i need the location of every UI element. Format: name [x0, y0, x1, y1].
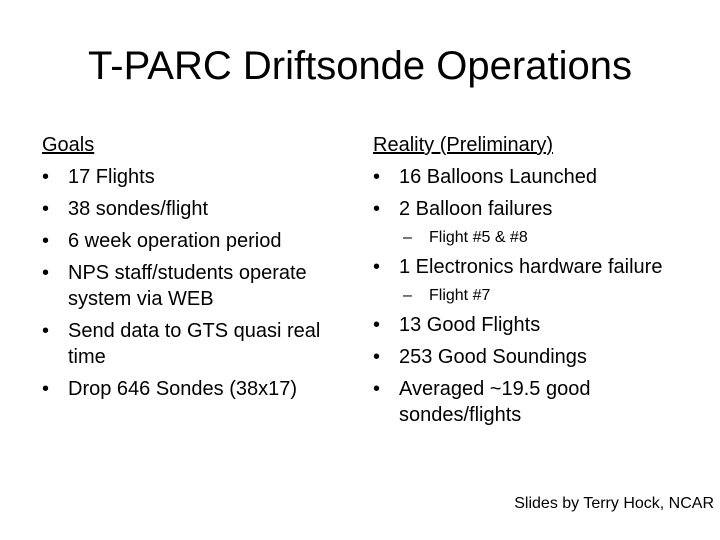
reality-subitem	[373, 228, 703, 248]
goal-item	[42, 376, 362, 402]
reality-heading: Reality (Preliminary)	[373, 134, 554, 156]
reality-item	[373, 312, 703, 338]
reality-item-text: 2 Balloon failures	[399, 198, 553, 220]
goal-item-text: 38 sondes/flight	[68, 198, 209, 220]
goal-item	[42, 228, 362, 254]
dash-icon: –	[403, 229, 412, 246]
reality-subitem-text: Flight #7	[429, 287, 491, 304]
goals-column	[42, 132, 362, 402]
reality-item	[373, 164, 703, 190]
reality-item	[373, 344, 703, 370]
reality-item	[373, 254, 703, 280]
reality-item-text: 13 Good Flights	[399, 314, 541, 336]
dash-icon: –	[403, 287, 412, 304]
goal-item-text: 17 Flights	[68, 166, 155, 188]
goals-heading: Goals	[42, 134, 95, 156]
reality-column	[373, 132, 703, 428]
reality-item-text: 253 Good Soundings	[399, 346, 587, 368]
bullet-icon: •	[373, 198, 381, 220]
slide-title: T-PARC Driftsonde Operations	[88, 44, 632, 88]
reality-item-text: 16 Balloons Launched	[399, 166, 597, 188]
reality-item-text: Averaged ~19.5 good sondes/flights	[399, 378, 591, 426]
bullet-icon: •	[373, 256, 381, 278]
reality-subitem	[373, 286, 703, 306]
goal-item	[42, 164, 362, 190]
bullet-icon: •	[42, 262, 50, 284]
goal-item-text: Send data to GTS quasi real time	[68, 320, 321, 368]
bullet-icon: •	[373, 314, 381, 336]
goal-item	[42, 318, 362, 370]
goal-item-text: 6 week operation period	[68, 230, 282, 252]
goal-item-text: NPS staff/students operate system via WEB	[68, 262, 307, 310]
reality-item	[373, 196, 703, 222]
bullet-icon: •	[42, 230, 50, 252]
bullet-icon: •	[42, 320, 50, 342]
goal-item	[42, 260, 362, 312]
goal-item	[42, 196, 362, 222]
bullet-icon: •	[42, 166, 50, 188]
reality-item-text: 1 Electronics hardware failure	[399, 256, 663, 278]
slide-credit: Slides by Terry Hock, NCAR	[514, 495, 714, 512]
bullet-icon: •	[373, 346, 381, 368]
goal-item-text: Drop 646 Sondes (38x17)	[68, 378, 298, 400]
bullet-icon: •	[373, 378, 381, 400]
bullet-icon: •	[42, 378, 50, 400]
reality-subitem-text: Flight #5 & #8	[429, 229, 528, 246]
bullet-icon: •	[373, 166, 381, 188]
bullet-icon: •	[42, 198, 50, 220]
reality-item	[373, 376, 703, 428]
